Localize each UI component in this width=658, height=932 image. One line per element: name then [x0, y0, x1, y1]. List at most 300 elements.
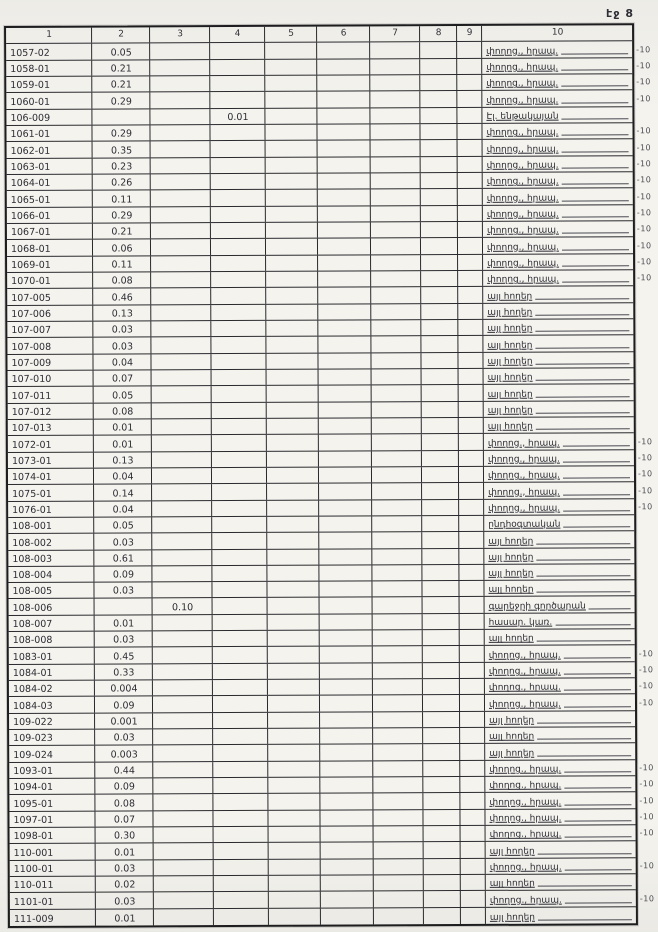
value-cell [152, 435, 212, 451]
value-cell [213, 598, 268, 614]
value-cell [152, 517, 212, 533]
value-cell [210, 60, 265, 76]
land-use-cell: այլ հողեր [484, 384, 634, 400]
value-cell [212, 386, 267, 402]
parcel-code-cell: 1094-01 [9, 779, 95, 795]
value-cell [371, 304, 421, 320]
margin-note: -10 [639, 861, 655, 871]
value-cell [266, 190, 318, 206]
value-cell [422, 532, 459, 547]
land-use-cell: փողոց., հրապ. [485, 793, 635, 809]
value-cell [153, 697, 213, 713]
value-cell: 0.08 [94, 403, 152, 419]
parcel-code-cell: 1068-01 [7, 240, 93, 256]
margin-note [637, 725, 655, 741]
value-cell [211, 337, 266, 353]
value-cell [458, 352, 483, 367]
value-cell [152, 501, 212, 517]
parcel-code-cell: 108-008 [9, 632, 95, 648]
value-cell [423, 695, 460, 710]
value-cell [92, 109, 150, 125]
parcel-code-cell: 109-022 [9, 713, 95, 729]
value-cell: 0.01 [94, 419, 152, 435]
value-cell [420, 42, 457, 57]
value-cell [372, 451, 422, 467]
value-cell [269, 827, 321, 843]
value-cell [459, 434, 484, 449]
value-cell [211, 174, 266, 190]
value-cell [373, 679, 423, 695]
value-cell: 0.11 [93, 191, 151, 207]
margin-note: -10 [638, 502, 653, 512]
value-cell [213, 631, 268, 647]
margin-note [637, 709, 655, 725]
value-cell [154, 909, 214, 926]
value-cell [267, 516, 319, 532]
margin-note [636, 415, 654, 431]
margin-note: -10 [638, 697, 654, 708]
parcel-code-cell: 1076-01 [8, 501, 94, 517]
land-use-cell: այլ հողեր [483, 319, 633, 335]
margin-note [635, 301, 653, 317]
value-cell [320, 810, 373, 826]
margin-note [638, 872, 656, 888]
value-cell [321, 826, 374, 842]
value-cell [321, 908, 374, 925]
land-use-cell: փողոց., հրապ. [485, 695, 635, 711]
margin-note [635, 317, 653, 333]
value-cell [371, 353, 421, 369]
parcel-code-cell: 1098-01 [10, 828, 96, 844]
margin-note: -10 [639, 795, 655, 805]
land-use-cell: Էլ. ենթակայան [482, 107, 632, 123]
value-cell [154, 892, 214, 908]
margin-column [634, 23, 656, 925]
value-cell [459, 385, 484, 400]
margin-note: -10 [636, 61, 651, 71]
value-cell [421, 320, 458, 335]
value-cell [423, 810, 460, 825]
value-cell [317, 124, 370, 140]
value-cell [265, 43, 317, 59]
value-cell [373, 614, 423, 630]
margin-note: -10 [636, 175, 652, 185]
value-cell: 0.29 [92, 125, 150, 141]
value-cell [319, 402, 372, 418]
value-cell [320, 598, 373, 614]
value-cell [319, 533, 372, 549]
value-cell [266, 353, 318, 369]
margin-note [637, 627, 655, 643]
parcel-code-cell: 1062-01 [7, 142, 93, 158]
value-cell [423, 663, 460, 678]
value-cell: 0.23 [93, 158, 151, 174]
value-cell [150, 125, 210, 141]
value-cell [459, 483, 484, 498]
value-cell [211, 157, 266, 173]
value-cell: 0.01 [96, 844, 154, 860]
value-cell [213, 762, 268, 778]
margin-note [635, 350, 653, 366]
column-header: 1 [6, 28, 92, 44]
parcel-code-cell: 106-009 [6, 109, 92, 125]
value-cell [212, 533, 267, 549]
margin-note: -10 [638, 665, 654, 675]
land-use-cell: այլ հողեր [485, 727, 635, 743]
value-cell: 0.01 [96, 909, 154, 926]
value-cell [153, 648, 213, 664]
value-cell [150, 76, 210, 92]
value-cell: 0.33 [95, 664, 153, 680]
margin-note: -10 [638, 648, 654, 659]
value-cell: 0.03 [94, 534, 152, 550]
value-cell [151, 141, 211, 157]
value-cell [373, 598, 423, 614]
land-use-cell: փողոց., հրապ. [483, 221, 633, 237]
value-cell [321, 875, 374, 891]
value-cell [212, 500, 267, 516]
value-cell [461, 826, 486, 841]
value-cell [423, 761, 460, 776]
value-cell [151, 272, 211, 288]
value-cell [213, 811, 268, 827]
value-cell [370, 75, 420, 91]
value-cell: 0.11 [93, 256, 151, 272]
value-cell: 0.05 [94, 387, 152, 403]
value-cell [319, 500, 372, 516]
value-cell [372, 385, 422, 401]
value-cell [266, 321, 318, 337]
value-cell [267, 500, 319, 516]
value-cell [213, 729, 268, 745]
parcel-code-cell: 107-013 [8, 419, 94, 435]
land-use-cell: փողոց., հրապ. [484, 466, 634, 482]
column-header: 5 [265, 27, 317, 43]
margin-note: -10 [636, 77, 651, 87]
parcel-code-cell: 111-009 [10, 909, 96, 926]
margin-note: -10 [636, 142, 652, 152]
value-cell [370, 59, 420, 75]
value-cell [422, 549, 459, 564]
value-cell [371, 255, 421, 271]
value-cell [458, 287, 483, 302]
land-use-cell: փողոց., հրապ. [482, 123, 632, 139]
value-cell [318, 337, 371, 353]
value-cell [460, 728, 485, 743]
land-use-cell: փողոց., հրապ. [483, 254, 633, 270]
land-use-cell: փողոց., հրապ. [484, 450, 634, 466]
value-cell [460, 777, 485, 792]
value-cell [213, 696, 268, 712]
value-cell [265, 108, 317, 124]
land-use-cell: փողոց., հրապ. [483, 172, 633, 188]
value-cell [460, 761, 485, 776]
margin-note: -10 [636, 44, 651, 54]
value-cell [151, 256, 211, 272]
value-cell [319, 484, 372, 500]
value-cell [150, 60, 210, 76]
value-cell [269, 859, 321, 875]
value-cell [461, 859, 486, 874]
value-cell: 0.03 [93, 321, 151, 337]
value-cell [373, 794, 423, 810]
value-cell [421, 304, 458, 319]
value-cell [318, 320, 371, 336]
parcel-code-cell: 1070-01 [7, 273, 93, 289]
margin-note: -10 [639, 893, 655, 903]
margin-note [637, 595, 655, 611]
value-cell [459, 467, 484, 482]
margin-note [638, 905, 656, 921]
value-cell: 0.04 [93, 354, 151, 370]
value-cell [268, 794, 320, 810]
margin-note: -10 [637, 469, 653, 479]
value-cell [152, 484, 212, 500]
value-cell: 0.13 [94, 452, 152, 468]
land-use-cell: փողոց., հրապ. [482, 42, 632, 58]
value-cell [211, 206, 266, 222]
value-cell: 0.09 [95, 778, 153, 794]
land-use-cell: գարեջրի գործարան [485, 597, 635, 613]
value-cell [151, 354, 211, 370]
margin-note [636, 578, 654, 594]
value-cell [371, 140, 421, 156]
value-cell [211, 288, 266, 304]
value-cell [210, 76, 265, 92]
value-cell [457, 75, 482, 90]
value-cell [212, 549, 267, 565]
value-cell: 0.01 [210, 109, 265, 125]
value-cell [320, 631, 373, 647]
value-cell [151, 223, 211, 239]
land-use-cell: փողոց., հրապ. [482, 74, 632, 90]
margin-note: -10 [637, 453, 653, 463]
value-cell [267, 435, 319, 451]
land-use-cell: փողոց., հրապ. [485, 662, 635, 678]
land-use-cell: այլ հողեր [484, 548, 634, 564]
land-use-cell: փողոց., հրապ. [484, 482, 634, 498]
value-cell [374, 826, 424, 842]
value-cell [422, 451, 459, 466]
value-cell [372, 581, 422, 597]
parcel-code-cell: 1074-01 [8, 468, 94, 484]
column-header: 8 [420, 26, 457, 41]
value-cell [423, 712, 460, 727]
land-use-cell: փողոց., հրապ. [483, 156, 633, 172]
margin-note [638, 840, 656, 856]
value-cell [150, 43, 210, 59]
value-cell [151, 207, 211, 223]
value-cell [423, 728, 460, 743]
value-cell: 0.004 [95, 680, 153, 696]
value-cell [268, 761, 320, 777]
value-cell [268, 614, 320, 630]
land-use-cell: փողոց., հրապ. [486, 858, 636, 874]
value-cell [374, 892, 424, 908]
parcel-code-cell: 1073-01 [8, 452, 94, 468]
value-cell [460, 663, 485, 678]
value-cell: 0.30 [96, 827, 154, 843]
value-cell [320, 712, 373, 728]
value-cell [420, 91, 457, 106]
value-cell [211, 304, 266, 320]
value-cell: 0.29 [92, 93, 150, 109]
value-cell [153, 615, 213, 631]
value-cell [424, 891, 461, 906]
value-cell [458, 271, 483, 286]
value-cell [267, 549, 319, 565]
land-use-cell: փողոց., հրապ. [483, 238, 633, 254]
land-use-cell: փողոց., հրապ. [482, 58, 632, 74]
land-use-cell: այլ հողեր [485, 629, 635, 645]
value-cell [318, 239, 371, 255]
value-cell [459, 369, 484, 384]
value-cell [460, 614, 485, 629]
column-header: 9 [457, 26, 482, 41]
value-cell [211, 223, 266, 239]
value-cell [321, 843, 374, 859]
value-cell [373, 663, 423, 679]
value-cell [212, 582, 267, 598]
value-cell [211, 255, 266, 271]
value-cell [317, 59, 370, 75]
value-cell [320, 745, 373, 761]
value-cell [265, 59, 317, 75]
value-cell [211, 272, 266, 288]
parcel-code-cell: 1083-01 [9, 648, 95, 664]
value-cell [371, 287, 421, 303]
value-cell [458, 140, 483, 155]
parcel-code-cell: 1061-01 [6, 126, 92, 142]
margin-note: -10 [636, 208, 652, 218]
value-cell [421, 173, 458, 188]
parcel-code-cell: 1065-01 [7, 191, 93, 207]
value-cell [373, 712, 423, 728]
value-cell [268, 745, 320, 761]
value-cell: 0.21 [92, 60, 150, 76]
value-cell [458, 222, 483, 237]
value-cell [460, 679, 485, 694]
value-cell [266, 239, 318, 255]
value-cell [457, 59, 482, 74]
value-cell [269, 876, 321, 892]
value-cell [372, 483, 422, 499]
value-cell [421, 222, 458, 237]
parcel-code-cell: 107-006 [7, 305, 93, 321]
value-cell [422, 467, 459, 482]
value-cell [318, 353, 371, 369]
margin-note: -10 [636, 240, 652, 250]
value-cell [421, 189, 458, 204]
value-cell [213, 615, 268, 631]
value-cell [421, 157, 458, 172]
value-cell: 0.03 [95, 729, 153, 745]
value-cell: 0.04 [94, 501, 152, 517]
parcel-code-cell: 110-011 [10, 877, 96, 893]
parcel-code-cell: 109-023 [9, 730, 95, 746]
parcel-code-cell: 1064-01 [7, 175, 93, 191]
parcel-code-cell: 110-001 [10, 844, 96, 860]
value-cell [268, 696, 320, 712]
value-cell [459, 548, 484, 563]
value-cell [266, 223, 318, 239]
value-cell [371, 173, 421, 189]
value-cell [370, 108, 420, 124]
value-cell [320, 647, 373, 663]
land-use-cell: այլ հողեր [484, 401, 634, 417]
value-cell [458, 189, 483, 204]
parcel-code-cell: 1100-01 [10, 860, 96, 876]
land-use-cell: փողոց., հրապ. [482, 91, 632, 107]
value-cell [459, 401, 484, 416]
value-cell [210, 125, 265, 141]
value-cell [459, 532, 484, 547]
value-cell [371, 222, 421, 238]
value-cell [267, 533, 319, 549]
parcel-code-cell: 1059-01 [6, 77, 92, 93]
margin-note [637, 611, 655, 627]
value-cell: 0.44 [95, 762, 153, 778]
value-cell [265, 92, 317, 108]
value-cell [266, 157, 318, 173]
value-cell [269, 908, 321, 925]
value-cell: 0.02 [96, 876, 154, 892]
value-cell [423, 614, 460, 629]
value-cell [267, 402, 319, 418]
value-cell: 0.04 [94, 468, 152, 484]
value-cell [154, 844, 214, 860]
value-cell [459, 450, 484, 465]
value-cell [373, 647, 423, 663]
value-cell [153, 746, 213, 762]
value-cell [370, 124, 420, 140]
value-cell: 0.003 [95, 746, 153, 762]
parcel-code-cell: 1084-01 [9, 664, 95, 680]
value-cell [317, 43, 370, 59]
value-cell [266, 337, 318, 353]
value-cell [460, 810, 485, 825]
land-use-cell: փողոց., հրապ. [484, 433, 634, 449]
value-cell [212, 468, 267, 484]
value-cell [318, 173, 371, 189]
value-cell [424, 908, 461, 924]
value-cell [373, 761, 423, 777]
value-cell [267, 451, 319, 467]
value-cell [153, 664, 213, 680]
value-cell [153, 762, 213, 778]
value-cell [372, 467, 422, 483]
value-cell: 0.07 [94, 370, 152, 386]
margin-note [637, 742, 655, 758]
value-cell [420, 108, 457, 123]
value-cell [317, 108, 370, 124]
value-cell [461, 875, 486, 890]
land-use-cell: փողոց., հրապ. [483, 205, 633, 221]
land-use-cell: այլ հողեր [483, 287, 633, 303]
value-cell: 0.26 [93, 174, 151, 190]
value-cell [318, 255, 371, 271]
value-cell [151, 337, 211, 353]
margin-note-spacer [634, 23, 652, 39]
value-cell [458, 238, 483, 253]
value-cell: 0.09 [94, 566, 152, 582]
value-cell [265, 76, 317, 92]
parcel-code-cell: 107-009 [7, 354, 93, 370]
value-cell [421, 140, 458, 155]
land-use-cell: փողոց., հրապ. [483, 270, 633, 286]
value-cell [458, 255, 483, 270]
value-cell [373, 810, 423, 826]
